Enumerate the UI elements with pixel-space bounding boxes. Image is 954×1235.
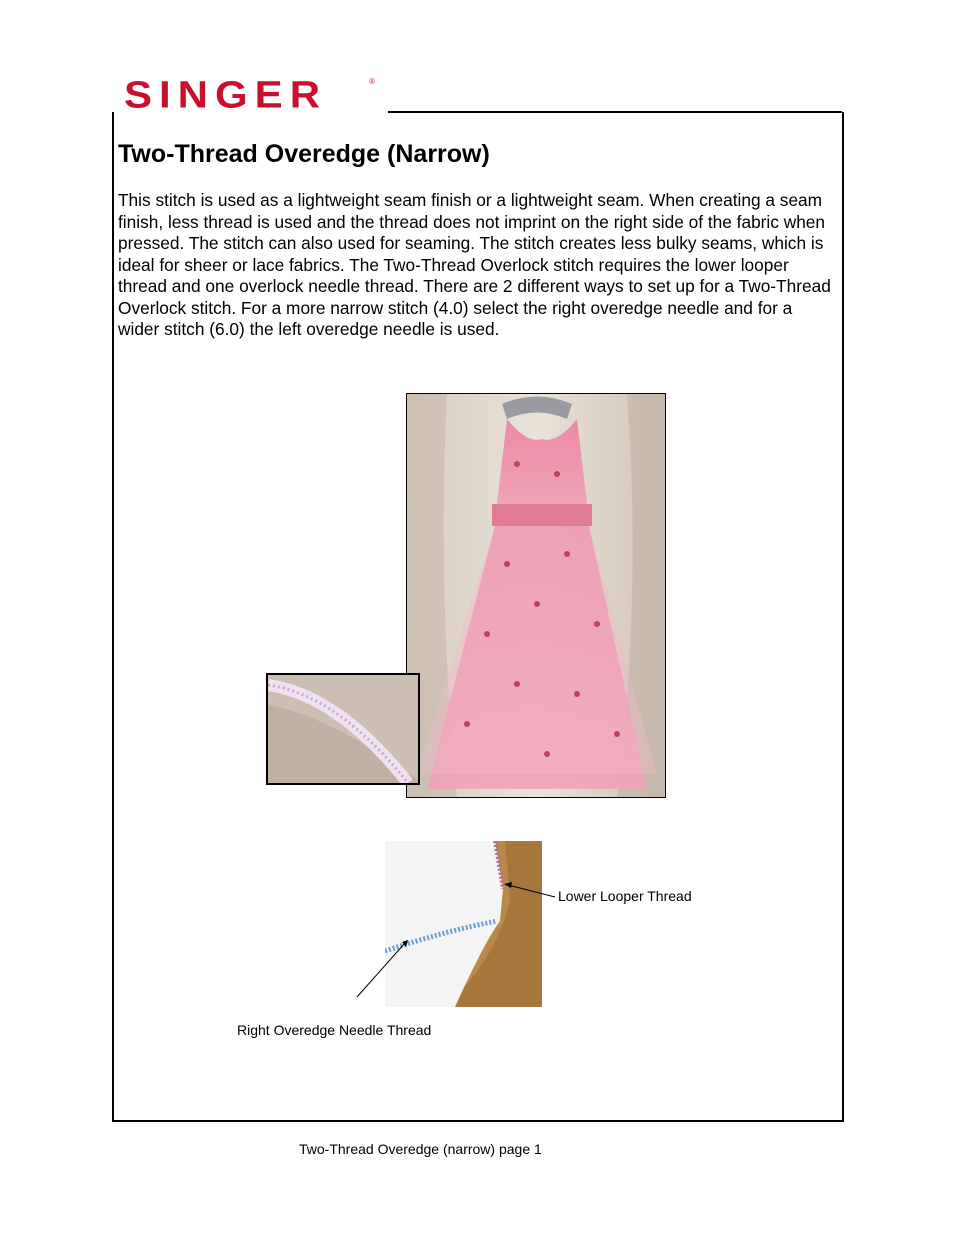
body-paragraph: This stitch is used as a lightweight seam finish or a lightweight seam. When creating a seam finish, less thread is used and the thread does not imprint on the right side of the fabric when pressed. The stitch can also used for seaming. The stitch creates less bulky seams, which is ideal for sheer or lace fabrics. The Two-Thread Overlock stitch requires the lower looper thread and one overlock needle thread. There are 2 different ways to set up for a Two-Thread Overlock stitch. For a more narrow stitch (4.0) select the right overedge needle and for a wider stitch (6.0) the left overedge needle is used.: [118, 190, 831, 339]
registered-mark: ®: [369, 77, 375, 86]
lower-looper-label: Lower Looper Thread: [558, 888, 692, 904]
right-needle-label: Right Overedge Needle Thread: [237, 1022, 432, 1038]
page-title: Two-Thread Overedge (Narrow): [118, 140, 490, 168]
page-footer: Two-Thread Overedge (narrow) page 1: [299, 1141, 542, 1157]
right-needle-arrow: [357, 943, 405, 997]
lower-looper-arrow: [508, 885, 555, 897]
singer-logo: SINGER: [124, 73, 328, 116]
